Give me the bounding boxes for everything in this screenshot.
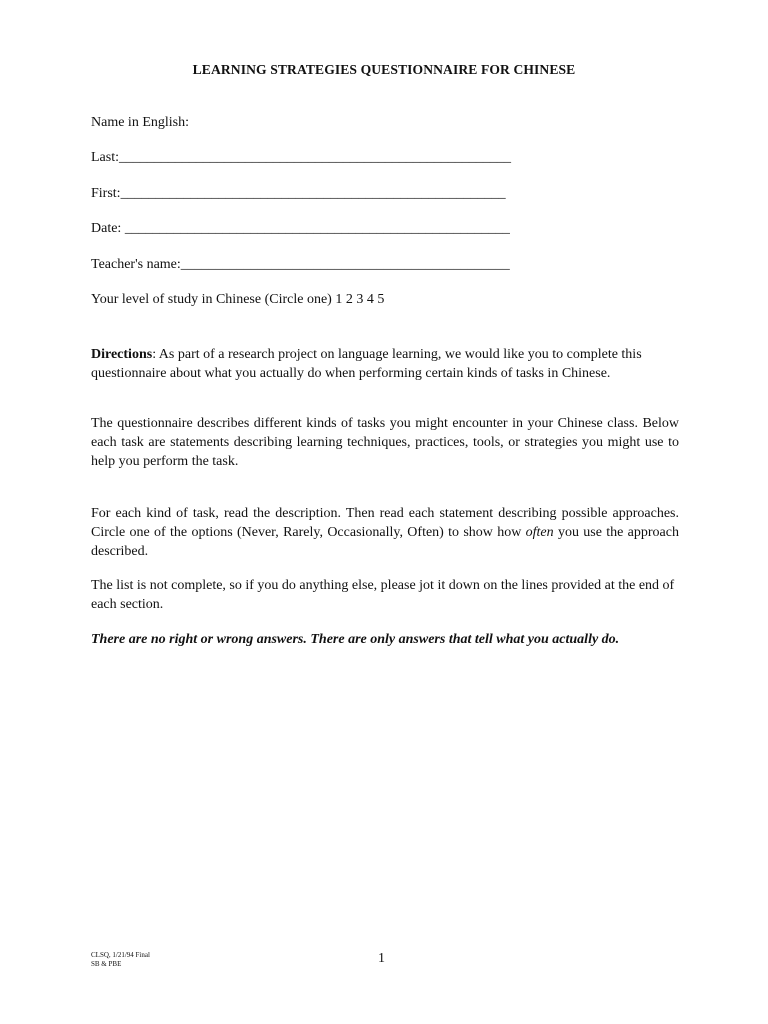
often-emphasis: often — [525, 525, 554, 540]
instructions-text-end: you use the approach described. — [91, 525, 679, 559]
no-right-answers-note: There are no right or wrong answers. There are only answers that tell what you actually do. — [91, 632, 620, 647]
document-title: LEARNING STRATEGIES QUESTIONNAIRE FOR CHINESE — [192, 62, 576, 77]
directions-label: Directions — [91, 347, 153, 362]
instructions-text-start: For each kind of task, read the description. Then read each statement describing possible approaches. Circle one of the options (Never, Rarely, Occasionally, Often) to show how — [91, 506, 679, 540]
name-in-english-label: Name in English: — [91, 115, 189, 130]
page-number: 1 — [378, 951, 385, 966]
list-note-paragraph: The list is not complete, so if you do anything else, please jot it down on the lines provided at the end of each section. — [91, 578, 675, 612]
first-name-field: First:_______________________________________________________ — [91, 186, 506, 201]
teacher-name-field: Teacher's name:_______________________________________________ — [91, 257, 510, 272]
instructions-paragraph — [91, 504, 679, 561]
level-of-study-line: Your level of study in Chinese (Circle one) 1 2 3 4 5 — [91, 292, 385, 307]
directions-text: : As part of a research project on language learning, we would like you to complete this questionnaire about what you actually do when performing certain kinds of tasks in Chinese. — [91, 347, 642, 381]
directions-paragraph — [91, 345, 679, 383]
tasks-paragraph: The questionnaire describes different kinds of tasks you might encounter in your Chinese class. Below each task are statements describing learning techniques, practices, tools, or strategies you might use to help you perform the task. — [91, 416, 679, 469]
last-name-field: Last:________________________________________________________ — [91, 150, 511, 165]
footer-document-code — [91, 951, 150, 969]
footer-line-1: CLSQ, 1/21/94 Final — [91, 951, 150, 959]
footer-line-2: SB & PBE — [91, 960, 122, 968]
date-field: Date: _______________________________________________________ — [91, 221, 510, 236]
